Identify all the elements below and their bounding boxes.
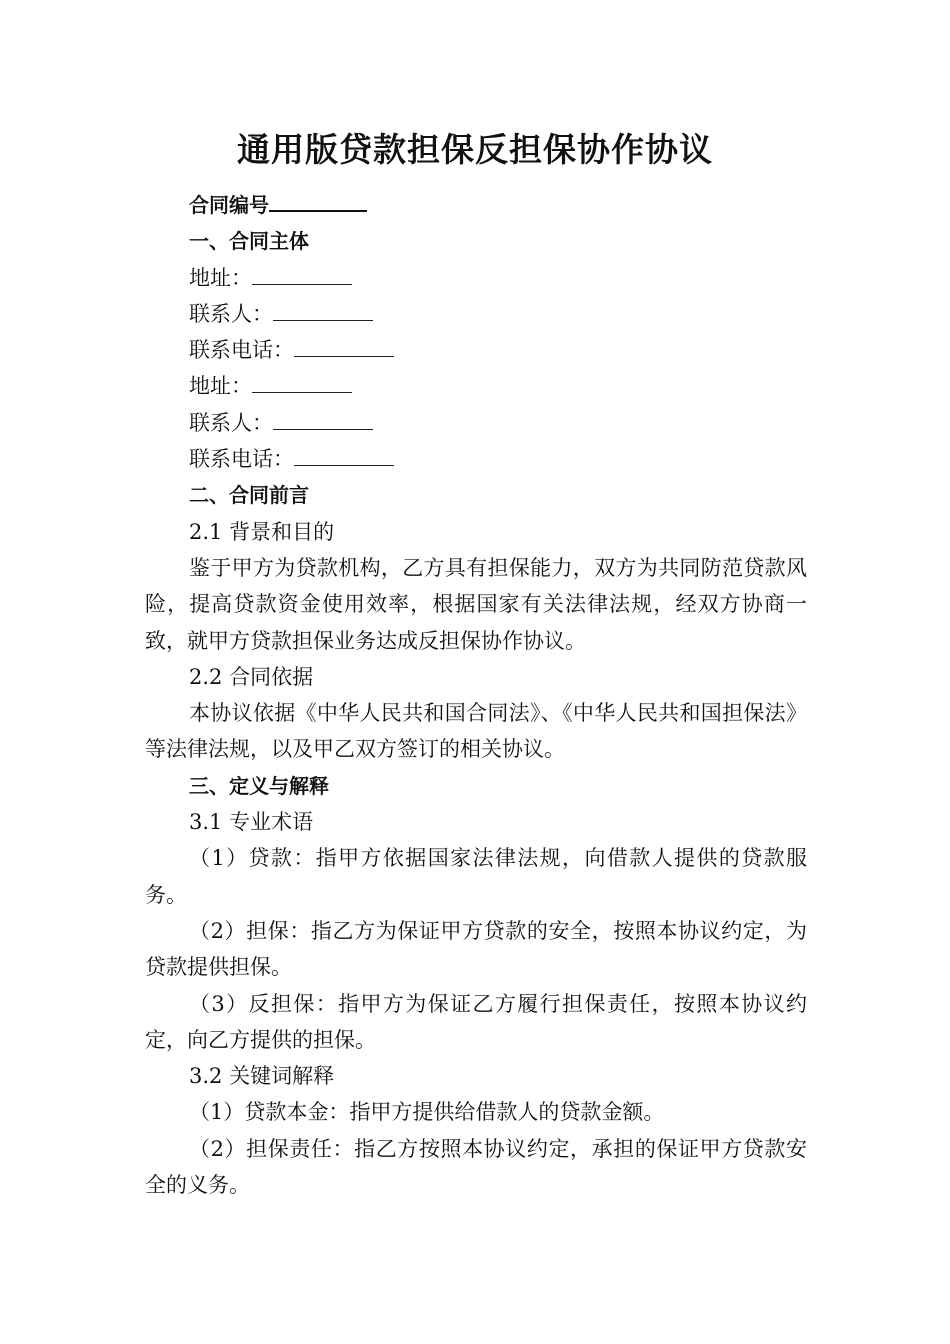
address-blank[interactable] <box>252 368 352 393</box>
contact-blank[interactable] <box>273 296 373 321</box>
field-label: 联系人： <box>189 410 273 435</box>
field-label: 地址： <box>189 374 252 399</box>
field-label: 联系人： <box>189 301 273 326</box>
phone-blank[interactable] <box>294 332 394 357</box>
contact-blank[interactable] <box>273 405 373 430</box>
section-2-2-title: 2.2 合同依据 <box>189 664 314 689</box>
party-a-contact-line <box>145 296 807 332</box>
party-a-address-line <box>145 260 807 296</box>
document-title: 通用版贷款担保反担保协作协议 <box>237 130 713 169</box>
party-b-address-line <box>145 368 807 404</box>
section-2-2-text: 本协议依据《中华人民共和国合同法》、《中华人民共和国担保法》等法律法规，以及甲乙双方签订的相关协议。 <box>145 701 807 762</box>
section-3-1-title: 3.1 专业术语 <box>189 810 314 835</box>
field-label: 联系电话： <box>189 447 294 472</box>
section-3-2-title: 3.2 关键词解释 <box>189 1064 335 1089</box>
party-b-phone-line <box>145 441 807 477</box>
section-2-heading: 二、合同前言 <box>189 483 309 508</box>
keyword-item: （1）贷款本金：指甲方提供给借款人的贷款金额。 <box>189 1100 665 1125</box>
keyword-item: （2）担保责任：指乙方按照本协议约定，承担的保证甲方贷款安全的义务。 <box>145 1136 807 1198</box>
section-3-heading: 三、定义与解释 <box>189 773 329 798</box>
contract-number-line <box>145 186 807 223</box>
document-body <box>145 186 807 1203</box>
contract-number-blank[interactable] <box>269 186 367 212</box>
section-1-heading: 一、合同主体 <box>189 229 309 254</box>
address-blank[interactable] <box>252 260 352 285</box>
party-b-contact-line <box>145 405 807 441</box>
field-label: 地址： <box>189 265 252 290</box>
term-item: （3）反担保：指甲方为保证乙方履行担保责任，按照本协议约定，向乙方提供的担保。 <box>145 991 807 1052</box>
phone-blank[interactable] <box>294 441 394 466</box>
section-2-1-text: 鉴于甲方为贷款机构，乙方具有担保能力，双方为共同防范贷款风险，提高贷款资金使用效率，根据国家有关法律法规，经双方协商一致，就甲方贷款担保业务达成反担保协作协议。 <box>145 555 807 653</box>
field-label: 联系电话： <box>189 338 294 363</box>
term-item: （1）贷款：指甲方依据国家法律法规，向借款人提供的贷款服务。 <box>145 846 807 907</box>
contract-number-label: 合同编号 <box>189 193 269 217</box>
section-2-1-title: 2.1 背景和目的 <box>189 519 335 544</box>
term-item: （2）担保：指乙方为保证甲方贷款的安全，按照本协议约定，为贷款提供担保。 <box>145 918 807 980</box>
party-a-phone-line <box>145 332 807 368</box>
